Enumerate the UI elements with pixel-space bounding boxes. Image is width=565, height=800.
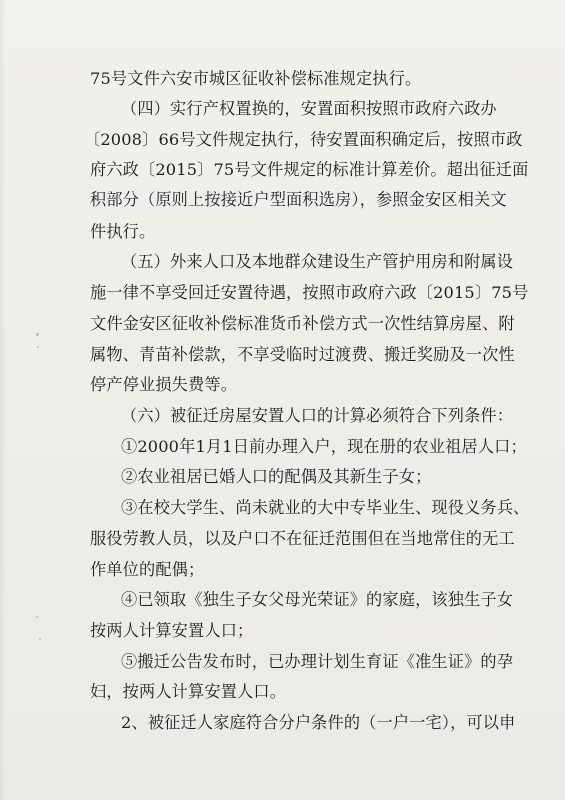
text-line: 按两人计算安置人口； (90, 621, 254, 640)
text-line: 作单位的配偶； (90, 560, 205, 579)
text-line: 施一律不享受回迁安置待遇，按照市政府六政〔2015〕75号 (90, 283, 529, 302)
text-line: 文件金安区征收补偿标准货币补偿方式一次性结算房屋、附 (90, 314, 515, 333)
scan-speck (36, 616, 38, 618)
text-line: ①2000年1月1日前办理入户，现在册的农业祖居人口； (121, 437, 527, 456)
text-line: 2、被征迁人家庭符合分户条件的（一户一宅），可以申 (121, 713, 516, 732)
text-line: 件执行。 (90, 222, 156, 241)
text-line: （四）实行产权置换的，安置面积按照市政府六政办 (121, 99, 497, 118)
text-line: ⑤搬迁公告发布时，已办理计划生育证《准生证》的孕 (121, 652, 514, 671)
text-line: ④已领取《独生子女父母光荣证》的家庭，该独生子女 (121, 590, 514, 609)
scan-speck (37, 346, 39, 348)
text-line: 〔2008〕66号文件规定执行，待安置面积确定后，按照市政 (84, 130, 523, 149)
page-edge-shadow (0, 0, 6, 800)
text-line: 75号文件六安市城区征收补偿标准规定执行。 (90, 69, 422, 88)
scan-speck (36, 333, 39, 336)
text-line: 妇，按两人计算安置人口。 (90, 682, 287, 701)
text-line: 属物、青苗补偿款，不享受临时过渡费、搬迁奖励及一次性 (90, 345, 515, 364)
scan-speck (39, 638, 41, 640)
text-line: 停产停业损失费等。 (90, 375, 238, 394)
text-line: 服役劳教人员，以及户口不在征迁范围但在当地常住的无工 (90, 529, 515, 548)
text-line: 积部分（原则上按接近户型面积选房），参照金安区相关文 (90, 190, 507, 209)
text-line: 府六政〔2015〕75号文件规定的标准计算差价。超出征迁面 (90, 160, 529, 179)
text-line: （五）外来人口及本地群众建设生产管护用房和附属设 (121, 252, 514, 271)
text-line: （六）被征迁房屋安置人口的计算必须符合下列条件： (121, 406, 514, 425)
text-line: ③在校大学生、尚未就业的大中专毕业生、现役义务兵、 (121, 498, 530, 517)
text-line: ②农业祖居已婚人口的配偶及其新生子女； (121, 467, 432, 486)
